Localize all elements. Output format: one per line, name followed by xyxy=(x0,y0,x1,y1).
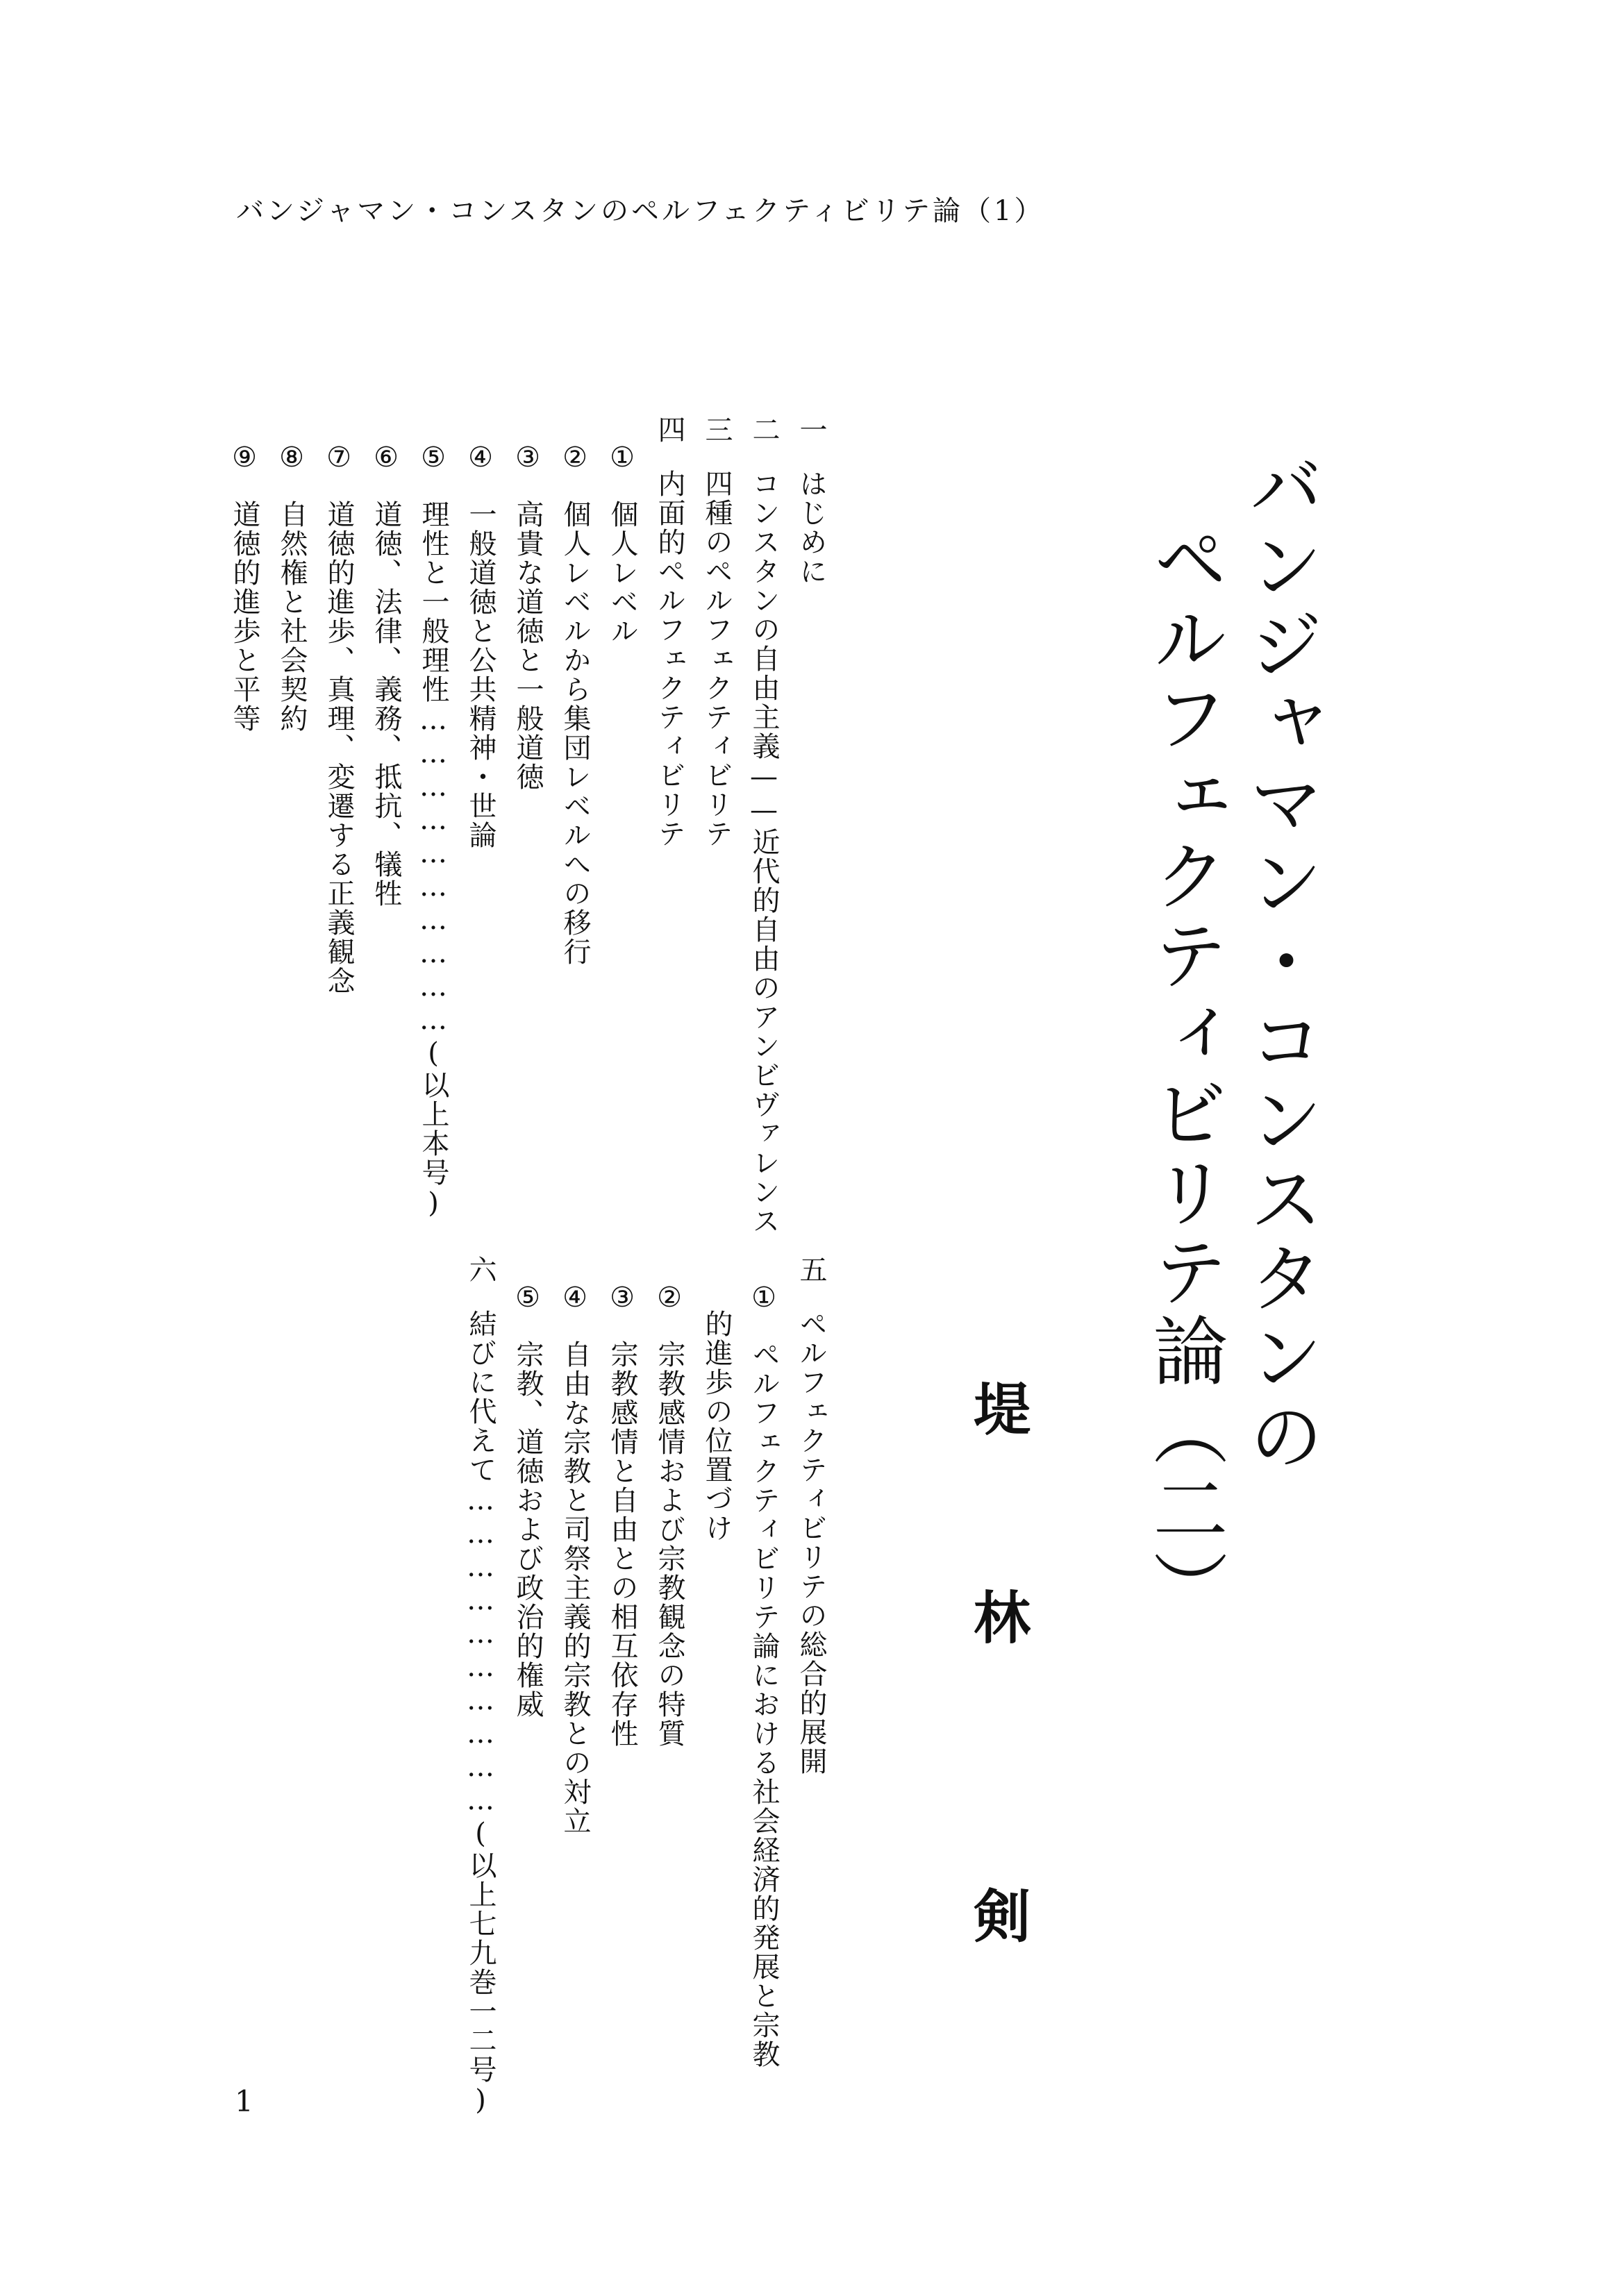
author-name-char-3: 剣 xyxy=(974,1884,1031,1950)
running-header: バンジャマン・コンスタンのペルフェクティビリテ論（1） xyxy=(236,195,1045,227)
toc-entry xyxy=(653,415,685,848)
toc-entry-text: ペルフェクティビリテ論における社会経済的発展と宗教 xyxy=(748,1340,780,2069)
toc-entry-text: 高貴な道徳と一般道徳 xyxy=(512,500,544,791)
article-title-line-2: ペルフェクティビリテ論（二） xyxy=(1140,521,1227,1629)
toc-entry-text: 宗教感情および宗教観念の特質 xyxy=(653,1340,685,1748)
toc-entry-text: 四種のペルフェクティビリテ xyxy=(701,469,733,848)
toc-entry xyxy=(561,1282,589,1836)
toc-entry-number: 六 xyxy=(465,1255,497,1284)
toc-entry-text: 個人レベル xyxy=(606,500,638,646)
toc-entry xyxy=(608,442,636,646)
toc-entry xyxy=(465,1255,497,2118)
toc-entry xyxy=(703,415,731,848)
toc-entry xyxy=(703,1309,731,1543)
toc-entry xyxy=(608,1282,636,1748)
toc-entry-text: 理性と一般理性…………………………(以上本号) xyxy=(417,500,449,1221)
toc-entry xyxy=(325,442,353,996)
toc-entry-number: ④ xyxy=(559,1282,591,1315)
toc-entry-text: 自由な宗教と司祭主義的宗教との対立 xyxy=(559,1340,591,1836)
toc-entry xyxy=(750,415,778,1236)
author-name-char-1: 堤 xyxy=(974,1377,1031,1443)
toc-entry-number: ⑤ xyxy=(417,442,449,475)
toc-entry-text: 宗教、道徳および政治的権威 xyxy=(512,1340,544,1719)
toc-entry-text: 宗教感情と自由との相互依存性 xyxy=(606,1340,638,1748)
toc-entry-text: 一般道徳と公共精神・世論 xyxy=(465,500,497,850)
toc-entry-number: ⑦ xyxy=(323,442,355,475)
toc-entry xyxy=(514,1282,542,1719)
toc-entry-number: ① xyxy=(748,1282,780,1315)
toc-entry-number: ④ xyxy=(465,442,497,475)
toc-entry-text: 自然権と社会契約 xyxy=(276,500,308,733)
toc-entry xyxy=(465,442,497,850)
page-number: 1 xyxy=(235,2084,253,2118)
toc-entry-number: 五 xyxy=(795,1255,827,1284)
toc-entry-number: 四 xyxy=(653,415,685,444)
toc-entry-number: 三 xyxy=(701,415,733,444)
toc-entry-text: 道徳的進歩と平等 xyxy=(228,500,260,733)
toc-entry-number: 一 xyxy=(795,415,827,444)
toc-entry-number: ② xyxy=(559,442,591,475)
toc-entry-text: 道徳、法律、義務、抵抗、犠牲 xyxy=(370,500,402,908)
toc-entry-number: 二 xyxy=(748,415,780,444)
toc-entry-number: ① xyxy=(606,442,638,475)
toc-entry-text: 的進歩の位置づけ xyxy=(701,1309,733,1543)
toc-entry-number: ⑧ xyxy=(276,442,308,475)
toc-entry xyxy=(561,442,589,966)
toc-entry-number: ③ xyxy=(606,1282,638,1315)
toc-entry-text: 個人レベルから集団レベルへの移行 xyxy=(559,500,591,966)
toc-entry-text: 内面的ペルフェクティビリテ xyxy=(653,469,685,848)
toc-entry-text: コンスタンの自由主義——近代的自由のアンビヴァレンス xyxy=(748,469,780,1236)
toc-entry-number: ② xyxy=(653,1282,685,1315)
toc-entry xyxy=(797,415,825,586)
toc-entry xyxy=(750,1282,778,2069)
toc-entry xyxy=(419,442,447,1221)
author-name-char-2: 林 xyxy=(974,1585,1031,1652)
toc-entry-number: ③ xyxy=(512,442,544,475)
toc-entry xyxy=(797,1255,825,1776)
toc-entry xyxy=(653,1282,685,1748)
toc-entry-text: はじめに xyxy=(795,469,827,586)
toc-entry-text: 道徳的進歩、真理、変遷する正義観念 xyxy=(323,500,355,996)
toc-entry xyxy=(228,442,260,733)
toc-entry xyxy=(372,442,400,908)
toc-entry xyxy=(278,442,306,733)
toc-entry-text: ペルフェクティビリテの総合的展開 xyxy=(795,1309,827,1776)
toc-entry-number: ⑥ xyxy=(370,442,402,475)
article-title-line-1: バンジャマン・コンスタンの xyxy=(1236,448,1323,1477)
toc-entry-text: 結びに代えて…………………………(以上七九巻一二号) xyxy=(465,1309,497,2118)
toc-entry-number: ⑤ xyxy=(512,1282,544,1315)
toc-entry xyxy=(514,442,542,791)
toc-entry-number: ⑨ xyxy=(228,442,260,475)
